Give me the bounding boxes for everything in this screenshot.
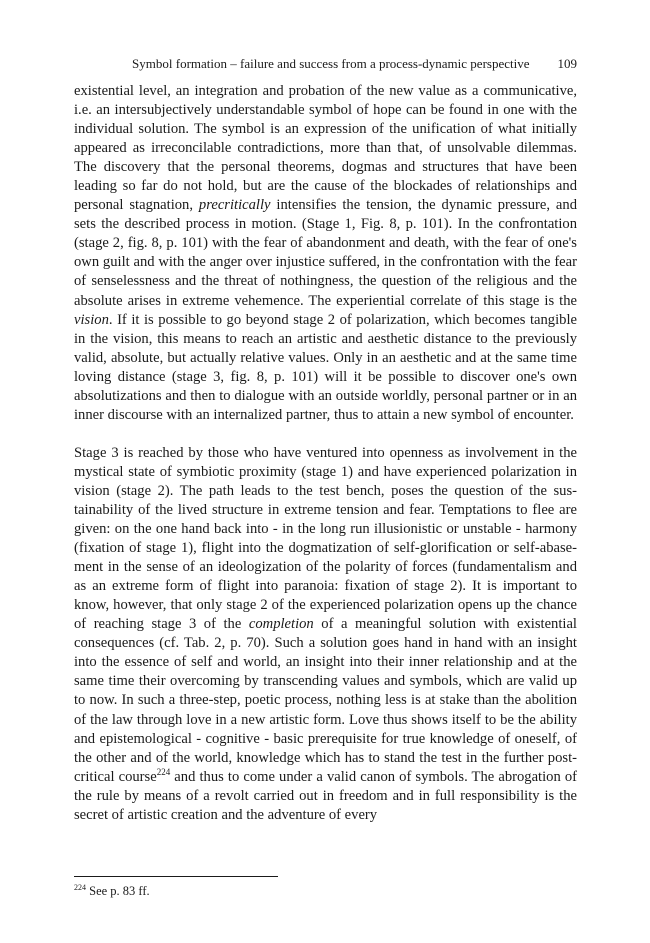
running-head [74,56,577,72]
paragraph-1-text-c: . If it is possible to go beyond stage 2 of polarization, which becomes tangible in the vision, this means to reach an artistic and aesthetic distance to the previously valid, absolute, but actually relative values. Only in an aesthetic and at the same time loving distance (stage 3, fig. 8, p. 101) will it be possible to discover one's own absolutizations and then to dialogue with an outside worldly, personal partner or in an inner discourse with an internalized partner, thus to attain a new symbol of encounter. [74,311,577,423]
page-number: 109 [557,56,577,71]
paragraph-2-text-b: of a meaningful solution with existential consequences (cf. Tab. 2, p. 70). Such a solution goes hand in hand with an insight into the essence of self and world, an insight into their inner relationship and at the same time their overcoming by transcending values and symbols, which are valid up to now. In such a three-step, poetic process, nothing less is at stake than the abolition of the law through love in a new artistic form. Love thus shows itself to be the ability and epistemological - cognitive - basic prerequisite for true knowledge of oneself, of the other and of the world, knowledge which has to stand the test in the further post-critical course [74,616,577,785]
footnote-reference[interactable]: 224 [156,766,171,777]
emphasis-vision: vision [74,311,109,328]
emphasis-precritically: precritically [198,197,271,214]
footnote-number: 224 [74,882,86,892]
footnote-text: See p. 83 ff. [89,884,150,898]
paragraph-2-text-c: and thus to come under a valid canon of symbols. The abrogation of the rule by means of a revolt carried out in freedom and in full responsibility is the secret of artistic creation and the adventure of every [74,768,578,823]
paragraph-2-text-a: Stage 3 is reached by those who have ventured into openness as involvement in the mystical state of symbiotic proximity (stage 1) and have experienced polarization in vision (stage 2). The path leads to the test bench, poses the question of the sustainability of the lived structure in extreme tension and fear. Temptations to flee are given: on the one hand back into - in the long run illusionistic or unstable - harmony (fixation of stage 1), flight into the dogmatization of self-glorification or self-abasement in the sense of an ideologization of the polarity of forces (fundamentalism and as an extreme form of flight into paranoia: fixation of stage 2). It is important to know, however, that only stage 2 of the experienced polarization opens up the chance of reaching stage 3 of the [74,444,577,633]
paragraph-1 [74,82,577,425]
running-head-title: Symbol formation – failure and success from a process-dynamic perspective [132,56,530,71]
paragraph-2 [74,444,577,825]
footnote [74,884,150,899]
footnote-divider [74,876,278,877]
paragraph-1-text-b: intensifies the tension, the dynamic pressure, and sets the described process in motion. (Stage 1, Fig. 8, p. 101). In the confrontation (stage 2, fig. 8, p. 101) with the fear of abandonment and death, with the fear of one's own guilt and with the anger over injustice suffered, in the confrontation with the fear of senselessness and the threat of nothingness, the question of the religious and the absolute arises in extreme vehemence. The experiential correlate of this stage is the [74,197,577,309]
paragraph-1-text-a: existential level, an integration and probation of the new value as a communicative, i.e. an intersubjectively understandable symbol of hope can be found in one with the individual solution. The symbol is an expression of the unification of what initially appeared as irreconcilable contradictions, more than that, of unsolvable dilemmas. The discovery that the personal theorems, dogmas and structures that have been leading so far do not hold, but are the cause of the blockades of relationships and personal stagnation, [74,83,577,214]
page-body [74,56,577,825]
emphasis-completion: completion [248,616,314,633]
